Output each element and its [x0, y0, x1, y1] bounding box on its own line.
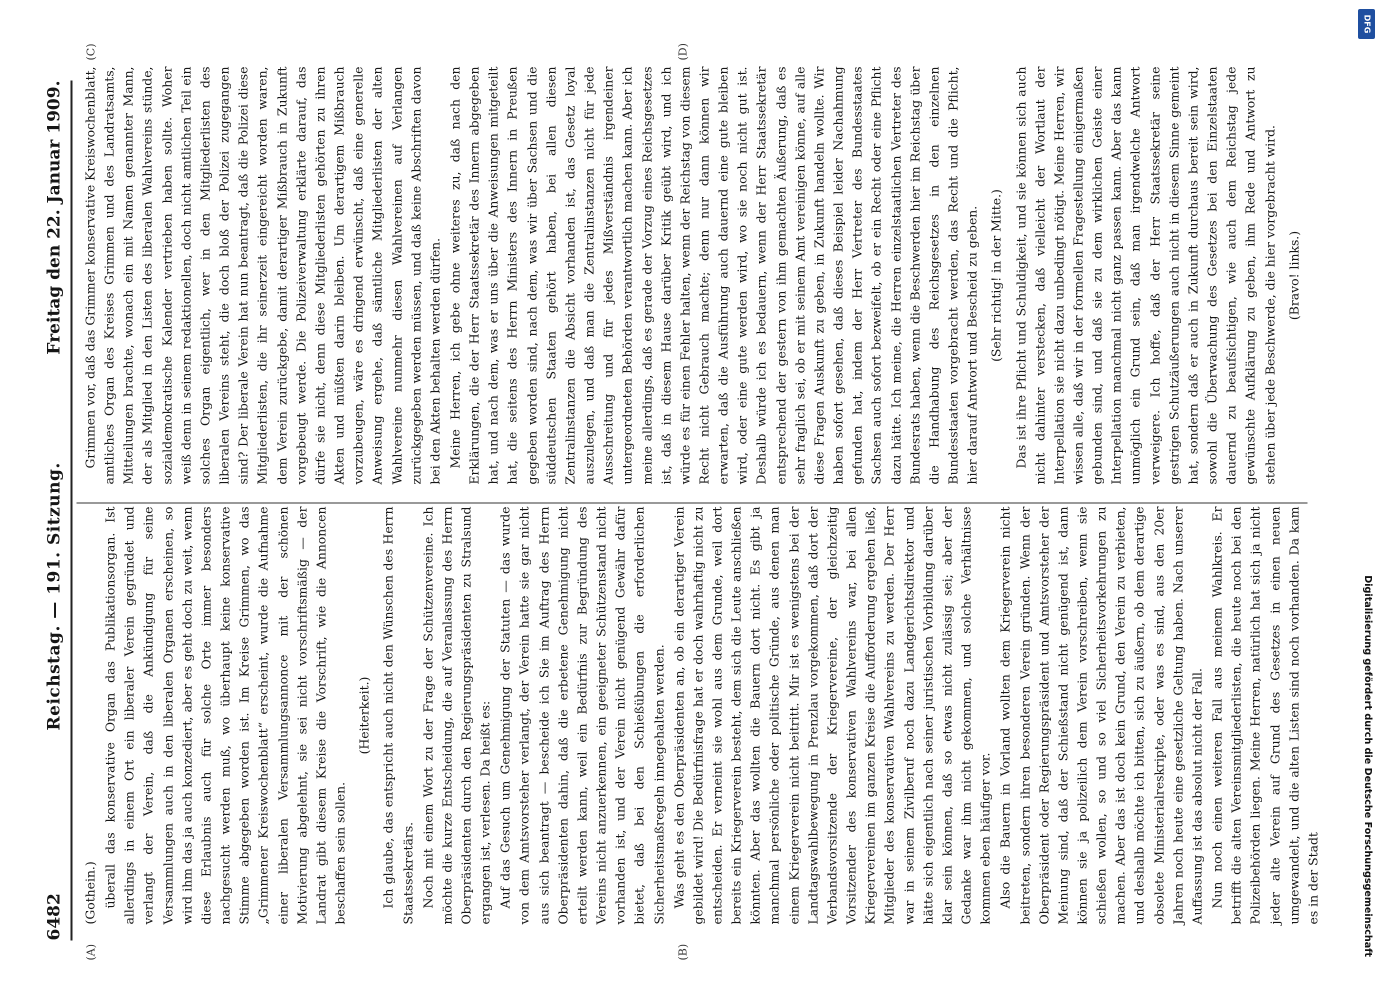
right-column: [80, 66, 1310, 484]
credit-text: Digitalisierung gefördert durch die Deutsche Forschungsgemeinschaft: [1362, 575, 1373, 957]
paragraph: überall das konservative Organ das Publikationsorgan. Ist allerdings in einem Ort ein liberaler Verein gegründet und verlangt der Verein, daß die Ankündigung für seine Versammlungen auch in den liberalen Organen erscheinen, so wird ihm das ja auch konzediert, aber es geht doch zu weit, wenn diese Erlaubnis auch für solche Orte immer besonders nachgesucht werden muß, wo überhaupt keine konservative Stimme abgegeben worden ist. Im Kreise Grimmen, wo das „Grimmener Kreiswochenblatt“ erscheint, wurde die Aufnahme einer liberalen Versammlungsannonce mit der schönen Motivierung abgelehnt, sie sei nicht vorschriftsmäßig — der Landrat gibt diesem Kreise die Vorschrift, wie die Annoncen beschaffen sein sollen.: [102, 506, 348, 924]
paragraph: Das ist ihre Pflicht und Schuldigkeit, und sie können sich auch nicht dahinter verstecken, daß vielleicht der Wortlaut der Interpellation sie nicht dazu unbedingt nötigt. Meine Herren, wir wissen alle, daß wir in der formellen Fragestellung einigermaßen gebunden sind, und daß sie zu dem wirklichen Geiste einer Interpellation manchmal nicht ganz passen kann. Aber das kann unmöglich ein Grund sein, daß man irgendwelche Antwort verweigere. Ich hoffe, daß der Herr Staatssekretär seine gestrigen Schutzäußerungen auch nicht in diesem Sinne gemeint hat, sondern daß er auch in Zukunft durchaus bereit sein wird, sowohl die Überwachung des Gesetzes bei den Einzelstaaten dauernd zu beaufsichtigen, wie auch dem Reichstag jede gewünschte Aufklärung zu geben, ihm Rede und Antwort zu stehen über jede Beschwerde, die hier vorgebracht wird.: [1012, 66, 1277, 484]
paragraph: Meine Herren, ich gebe ohne weiteres zu, daß nach den Erklärungen, die der Herr Staatssekretär des Innern abgegeben hat, und nach dem, was er uns über die Anweisungen mitgeteilt hat, die seitens des Herrn Ministers des Innern in Preußen gegeben worden sind, nach dem, was wir über Sachsen und die süddeutschen Staaten gehört haben, bei allen diesen Zentralinstanzen die Absicht vorhanden ist, das Gesetz loyal auszulegen, und daß man die Zentralinstanzen nicht für jede Ausschreitung und für jedes Mißverständnis irgendeiner untergeordneten Behörden verantwortlich machen kann. Aber ich meine allerdings, daß es gerade der Vorzug eines Reichsgesetzes ist, daß in diesem Hause darüber Kritik geübt wird, und ich würde es für einen Fehler halten, wenn der Reichstag von diesem Recht nicht Gebrauch machte; denn nur dann können wir erwarten, daß die Ausführung auch dauernd eine gute bleiben wird, oder eine gute werden wird, wo sie noch nicht gut ist. Deshalb würde ich es bedauern, wenn der Herr Staatssekretär entsprechend der gestern von ihm gemachten Äußerung, daß es sehr fraglich sei, ob er mit seinem Amt vereinigen könne, auf alle diese Fragen Auskunft zu geben, in Zukunft handeln wollte. Wir haben sofort gesehen, daß dieses Beispiel leider Nachahmung gefunden hat, indem der Herr Vertreter des Bundesstaates Sachsen auch sofort bezweifelt, ob er ein Recht oder eine Pflicht dazu hätte. Ich meine, die Herren einzelstaatlichen Vertreter des Bundesrats haben, wenn die Beschwerden hier im Reichstag über die Handhabung des Reichsgesetzes in den einzelnen Bundesstaaten vorgebracht werden, das Recht und die Pflicht, hier darauf Antwort und Bescheid zu geben.: [446, 66, 980, 484]
paragraph: Ich glaube, das entspricht auch nicht den Wünschen des Herrn Staatssekretärs.: [380, 506, 415, 924]
interjection: (Sehr richtig! in der Mitte.): [988, 188, 1004, 362]
left-column: [80, 506, 1320, 924]
margin-mark-d: (D): [676, 42, 689, 60]
paragraph: Noch mit einem Wort zu der Frage der Schützenvereine. Ich möchte die kurze Entscheidung, die auf Veranlassung des Herrn Oberpräsidenten durch den Regierungspräsidenten zu Stralsund ergangen ist, verlesen. Da heißt es:: [419, 506, 493, 924]
interjection: (Heiterkeit.): [356, 676, 372, 754]
running-head: [44, 80, 70, 940]
margin-mark-b: (B): [676, 943, 689, 960]
interjection: (Bravo! links.): [1285, 230, 1301, 320]
speaker-label: (Gothein.): [82, 860, 97, 924]
page-number: 6482: [44, 892, 64, 940]
digitization-credit: [1355, 5, 1379, 995]
dfg-logo-text: DFG: [1362, 14, 1371, 34]
margin-mark-a: (A): [84, 943, 97, 960]
session-date: Freitag den 22. Januar 1909.: [44, 80, 64, 355]
paragraph: Also die Bauern in Vorland wollten dem Kriegerverein nicht beitreten, sondern ihren besonderen Verein gründen. Wenn der Oberpräsident oder Regierungspräsident und Amtsvorsteher der Meinung sind, daß der Schießstand nicht genügend ist, dann können sie ja polizeilich dem Verein vorschreiben, wenn sie schießen wollen, so und so viel Sicherheitsvorkehrungen zu machen. Aber das ist doch kein Grund, den Verein zu verbieten, und deshalb möchte ich bitten, sich zu äußern, ob dem derartige obsolete Ministerialreskripte, oder was es sind, aus den 20er Jahren noch heute eine gesetzliche Geltung haben. Nach unserer Auffassung ist das absolut nicht der Fall.: [997, 506, 1204, 924]
column-divider: [76, 502, 1307, 503]
paragraph: Nun noch einen weiteren Fall aus meinem Wahlkreis. Er betrifft die alten Vereinsmitgliederlisten, die heute noch bei den Polizeibehörden liegen. Meine Herren, natürlich hat sich ja nicht jeder alte Verein auf Grund des Gesetzes in einen neuen umgewandelt, und die alten Listen sind noch vorhanden. Da kam es in der Stadt: [1209, 506, 1320, 924]
header-rule: [70, 80, 72, 940]
paragraph: Was geht es den Oberpräsidenten an, ob ein derartiger Verein gebildet wird! Die Bedürfnisfrage hat er doch wahrhaftig nicht zu entscheiden. Er verneint sie wohl aus dem Grunde, weil dort bereits ein Kriegerverein besteht, dem sich die Leute anschließen könnten. Aber das wollten die Bauern dort nicht. Es gibt ja manchmal persönliche oder politische Gründe, aus denen man einem Kriegerverein nicht beitritt. Mir ist es wenigstens bei der Landtagswahlbewegung in Prenzlau vorgekommen, daß dort der Verbandsvorsitzende der Kriegervereine, der gleichzeitig Vorsitzender des konservativen Wahlvereins war, bei allen Kriegervereinen im ganzen Kreise die Aufforderung ergehen ließ, Mitglieder des konservativen Wahlvereins zu werden. Der Herr war in seinem Zivilberuf noch dazu Landgerichtsdirektor und hätte sich eigentlich nach seiner juristischen Vorbildung darüber klar sein können, daß so etwas nicht zulässig sei; aber der Gedanke war ihm nicht gekommen, und solche Verhältnisse kommen eben häufiger vor.: [670, 506, 993, 924]
session-title: Reichstag. — 191. Sitzung.: [44, 461, 64, 730]
paragraph: Grimmen vor, daß das Grimmer konservative Kreiswochenblatt, amtliches Organ des Kreises Grimmen und des Landratsamts, Mitteilungen brachte, wonach ein mit Namen genannter Mann, der als Mitglied in den Listen des liberalen Wahlvereins stünde, sozialdemokratische Kalender vertrieben haben sollte. Woher weiß denn in seinem redaktionellen, doch nicht amtlichen Teil ein solches Organ eigentlich, wer in den Mitgliederlisten des liberalen Vereins steht, die doch bloß der Polizei zugegangen sind? Der liberale Verein hat nun beantragt, daß die Polizei diese Mitgliederlisten, die ihr seinerzeit eingereicht worden waren, dem Verein zurückgebe, damit derartiger Mißbrauch in Zukunft vorgebeugt werde. Die Polizeiverwaltung erklärte darauf, das dürfe sie nicht, denn diese Mitgliederlisten gehörten zu ihren Akten und müßten darin bleiben. Um derartigem Mißbrauch vorzubeugen, wäre es dringend erwünscht, daß eine generelle Anweisung ergehe, daß sämtliche Mitgliederlisten der alten Wahlvereine nunmehr diesen Wahlvereinen auf Verlangen zurückgegeben werden müssen, und daß keine Abschriften davon bei den Akten behalten werden dürfen.: [82, 66, 442, 484]
paragraph: Auf das Gesuch um Genehmigung der Statuten — das wurde von dem Amtsvorsteher verlangt, der Verein hatte sie gar nicht aus sich beantragt — bescheide ich Sie im Auftrag des Herrn Oberpräsidenten dahin, daß die erbetene Genehmigung nicht erteilt werden kann, weil ein Bedürfnis zur Begründung des Vereins nicht anzuerkennen, ein geeigneter Schützenstand nicht vorhanden ist, und der Verein nicht genügend Gewähr dafür bietet, daß bei den Schießübungen die erforderlichen Sicherheitsmaßregeln innegehalten werden.: [497, 506, 666, 924]
margin-mark-c: (C): [84, 43, 97, 60]
